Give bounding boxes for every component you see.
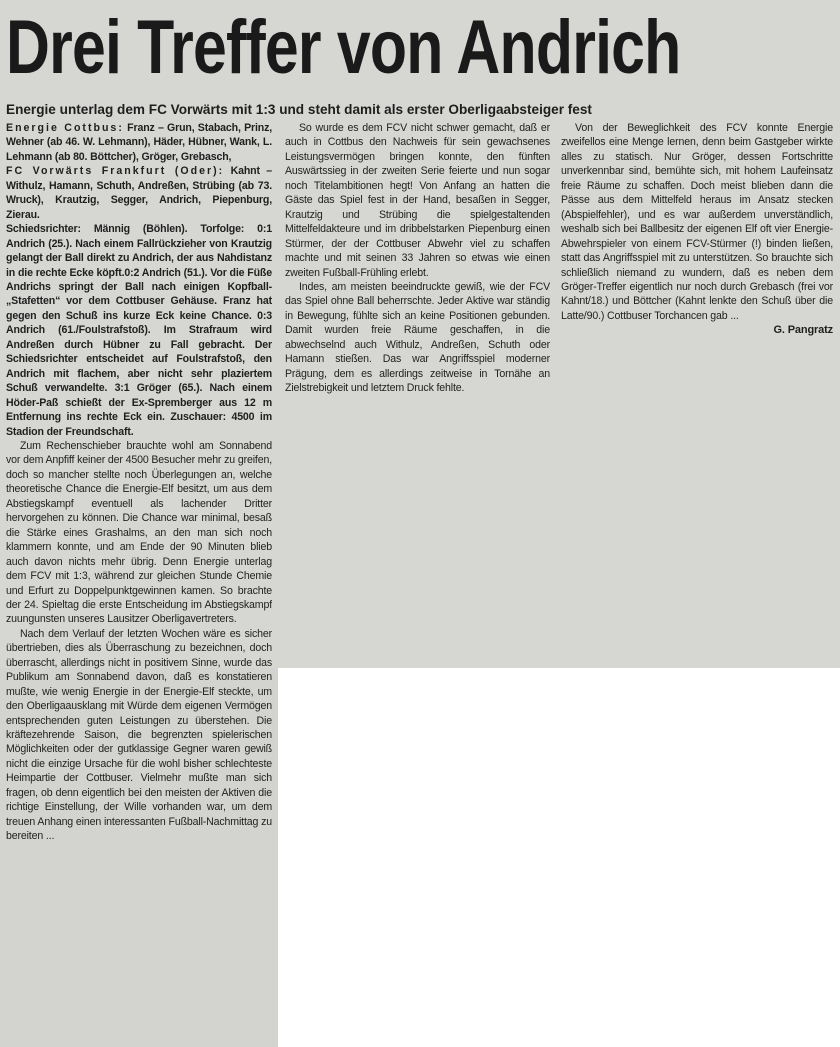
headline: Drei Treffer von Andrich (6, 5, 681, 90)
paragraph-1: Zum Rechenschieber brauchte wohl am Sonnabend vor dem Anpfiff keiner der 4500 Besucher mehr zu greifen, doch so mancher stellte noch Überlegungen an, welche theoretische Chance die Energie-Elf besitzt, um aus dem Abstiegskampf eventuell als lachender Dritter hervorgehen zu können. Die Chance war minimal, besaß die Stärke eines Grashalms, an den man sich noch klammern konnte, und am Ende der 90 Minuten blieb auch davon nichts mehr übrig. Denn Energie unterlag dem FCV mit 1:3, während zur gleichen Stunde Chemie und Erfurt zu Doppelpunktgewinnen kamen. So brachte der 24. Spieltag die erste Entscheidung im Abstiegskampf zuungunsten unseres Lausitzer Oberligavertreters. (6, 439, 272, 626)
author-signature: G. Pangratz (773, 324, 833, 337)
article-column-2 (285, 121, 550, 661)
article-column-1 (6, 121, 272, 1043)
paragraph-3: So wurde es dem FCV nicht schwer gemacht, daß er auch in Cottbus den Nachweis für sein gewachsenes Leistungsvermögen bringen konnte, den fünften Auswärtssieg in der zweiten Serie feierte und nun sogar noch Titelambitionen hegt! Von Anfang an hatten die Gäste das Spiel fest in der Hand, besaßen in Segger, Krautzig und Strübing die spielgestaltenden Mittelfeldakteure und im dribbelstarken Piepenburg einen Stürmer, der der Cottbuser Abwehr viel zu schaffen machte und mit seinen 33 Jahren so etwas wie einen zweiten Fußball-Frühling erlebt. (285, 122, 550, 279)
lineup-vorwaerts-team: FC Vorwärts Frankfurt (Oder): (6, 165, 225, 178)
lineup-energie-players: Franz – Grun, Stabach, Prinz, Wehner (ab 46. W. Lehmann), Häder, Hübner, Wank, L. Lehmann (ab 80. Böttcher), Gröger, Grebasch, (6, 122, 272, 163)
paragraph-5: Von der Beweglichkeit des FCV konnte Energie zweifellos eine Menge lernen, denn beim Gastgeber wirkte alles zu statisch. Nur Gröger, dessen Fortschritte unverkennbar sind, bemühte sich, mit hohem Laufeinsatz freie Räume zu schaffen. Doch meist blieben dann die Pässe aus dem Mittelfeld heraus im Ansatz stecken (Abspielfehler), und es war außerdem unverständlich, weshalb sich bei Ballbesitz der eigenen Elf oft vier Energie-Abwehrspieler von einem FCV-Stürmer (!) binden ließen, statt das Angriffsspiel mit zu unterstützen. So brauchte sich schließlich niemand zu wundern, daß es neben dem Gröger-Treffer eigentlich nur noch durch Grebasch (frei vor Kahnt/18.) und Böttcher (Kahnt lenkte den Schuß über die Latte/90.) Cottbuser Torchancen gab ... (561, 122, 833, 322)
lineup-vorwaerts-players: Kahnt – Withulz, Hamann, Schuth, Andreßen, Strübing (ab 73. Wruck), Krautzig, Segger, Andrich, Piepenburg, Zierau. (6, 165, 272, 221)
paragraph-4: Indes, am meisten beeindruckte gewiß, wie der FCV das Spiel ohne Ball beherrschte. Jeder Aktive war ständig in Bewegung, fühlte sich an keine Positionen gebunden. Damit wurden freie Räume geschaffen, in die abwechselnd auch Withulz, Andreßen, Schuth oder Hamann stießen. Das war Angriffsspiel moderner Prägung, dem es allerdings zeitweise in Tornähe an Zielstrebigkeit und letztem Druck fehlte. (285, 280, 550, 395)
paragraph-2 (6, 627, 272, 844)
lineup-vorwaerts (6, 164, 272, 222)
lineup-energie (6, 121, 272, 164)
match-facts: Schiedsrichter: Männig (Böhlen). Torfolge: 0:1 Andrich (25.). Nach einem Fallrückzieher von Krautzig gelangt der Ball direkt zu Andrich, der aus Nahdistanz in die rechte Ecke köpft.0:2 Andrich (51.). Vor die Füße Andrichs springt der Ball nach einigen Kopfball-„Stafetten“ vor dem Cottbuser Gehäuse. Franz hat gegen den Schuß ins kurze Eck keine Chance. 0:3 Andrich (61./Foulstrafstoß). Im Strafraum wird Andreßen durch Hübner zu Fall gebracht. Der Schiedsrichter entscheidet auf Foulstrafstoß, den Andrich mit flachem, aber nicht sehr plaziertem Schuß verwandelte. 3:1 Gröger (65.). Nach einem Höder-Paß schießt der Ex-Spremberger aus 12 m Entfernung ins rechte Eck ein. Zuschauer: 4500 im Stadion der Freundschaft. (6, 223, 272, 438)
paragraph-2-text: Nach dem Verlauf der letzten Wochen wäre es sicher übertrieben, dies als Überraschung zu bezeichnen, doch überrascht, allerdings nicht in positivem Sinne, wurde das Publikum am Sonnabend davon, daß es konstatieren mußte, wie wenig Energie in der Energie-Elf steckte, um den Oberligaausklang mit Würde dem eigenen Vermögen entsprechenden guten Leistungen zu überstehen. Die kräftezehrende Saison, die begrenzten spielerischen Möglichkeiten oder der gutklassige Gegner waren gewiß nicht die einzige Ursache für die wohl bisher schlechteste Heimpartie der Cottbuser. Vielmehr mußte man sich fragen, ob denn eigentlich bei den meisten der Aktiven die richtige Einstellung, der Wille vorhanden war, um dem treuen Anhang einen interessanten Fußball-Nachmittag zu bereiten ... (6, 627, 272, 843)
subheadline: Energie unterlag dem FC Vorwärts mit 1:3 und steht damit als erster Oberligaabsteiger fest (6, 102, 592, 117)
article-column-3 (561, 121, 833, 661)
lineup-energie-team: Energie Cottbus: (6, 122, 124, 134)
